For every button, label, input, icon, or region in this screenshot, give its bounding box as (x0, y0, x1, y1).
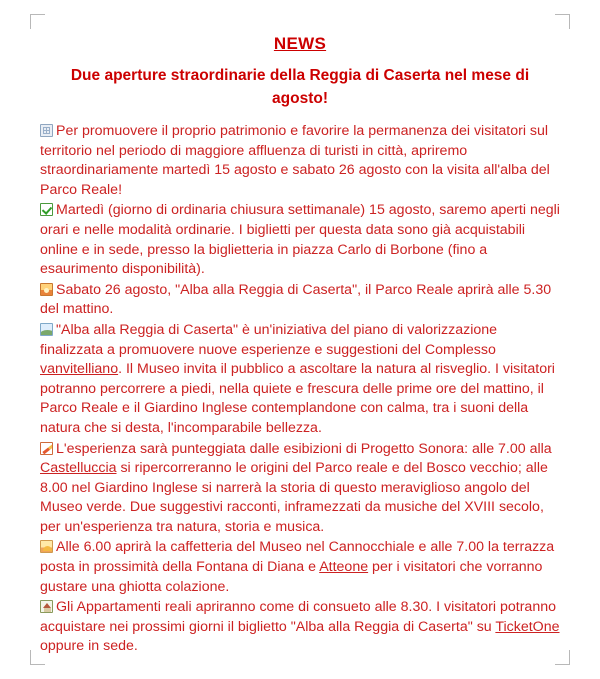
paragraph-2 (40, 201, 560, 279)
page-title: Due aperture straordinarie della Reggia di Caserta nel mese di agosto! (70, 67, 530, 107)
landscape-icon (40, 323, 53, 336)
grid-icon (40, 124, 53, 137)
green-check-icon (40, 203, 53, 216)
palace-icon (40, 600, 53, 613)
paragraph-text: Sabato 26 agosto, "Alba alla Reggia di Caserta", il Parco Reale aprirà alle 5.30 del mattino. (40, 281, 552, 318)
violin-icon (40, 442, 53, 455)
news-label: NEWS (273, 34, 327, 53)
paragraph-3 (40, 281, 560, 320)
paragraph-text: Gli Appartamenti reali apriranno come di consueto alle 8.30. I visitatori potranno acquistare nei prossimi giorni il biglietto "Alba alla Reggia di Caserta" su TicketOne oppure in sede. (40, 599, 560, 655)
sunrise-icon (40, 540, 53, 553)
crop-mark-top-right (555, 14, 570, 29)
paragraph-4 (40, 321, 560, 439)
paragraph-1 (40, 122, 560, 200)
paragraph-text: L'esperienza sarà punteggiata dalle esibizioni di Progetto Sonora: alle 7.00 alla Castelluccia si ripercorreranno le origini del Parco reale e del Bosco vecchio; alle 8.00 nel Giardino Inglese si narrerà la storia di questo meraviglioso angolo del Museo verde. Due suggestivi racconti, inframezzati da musiche del XVIII secolo, per un'esperienza tra natura, storia e musica. (40, 440, 552, 535)
paragraph-6 (40, 538, 560, 597)
paragraph-7 (40, 598, 560, 657)
paragraph-text: "Alba alla Reggia di Caserta" è un'iniziativa del piano di valorizzazione finalizzata a promuovere nuove esperienze e suggestioni del Complesso vanvitelliano. Il Museo invita il pubblico a ascoltare la natura al risveglio. I visitatori potranno percorrere a piedi, nella quiete e frescura delle prime ore del mattino, il Parco Reale e il Giardino Inglese contemplandone con calma, tra i suoni della natura che si desta, l'incomparabile bellezza. (40, 321, 555, 436)
paragraph-text: Martedì (giorno di ordinaria chiusura settimanale) 15 agosto, saremo aperti negli orari e nelle modalità ordinarie. I biglietti per questa data sono già acquistabili online e in sede, presso la biglietteria in piazza Carlo di Borbone (fino a esaurimento disponibilità). (40, 202, 560, 278)
crop-mark-top-left (30, 14, 45, 29)
document-content (40, 34, 560, 658)
paragraph-text: Per promuovere il proprio patrimonio e favorire la permanenza dei visitatori sul territorio nel periodo di maggiore affluenza di turisti in città, apriremo straordinariamente martedì 15 agosto e sabato 26 agosto con la visita all'alba del Parco Reale! (40, 123, 550, 198)
paragraph-5 (40, 440, 560, 538)
sunset-icon (40, 283, 53, 296)
paragraph-text: Alle 6.00 aprirà la caffetteria del Museo nel Cannocchiale e alle 7.00 la terrazza posta in prossimità della Fontana di Diana e Atteone per i visitatori che vorranno gustare una ghiotta colazione. (40, 539, 555, 595)
